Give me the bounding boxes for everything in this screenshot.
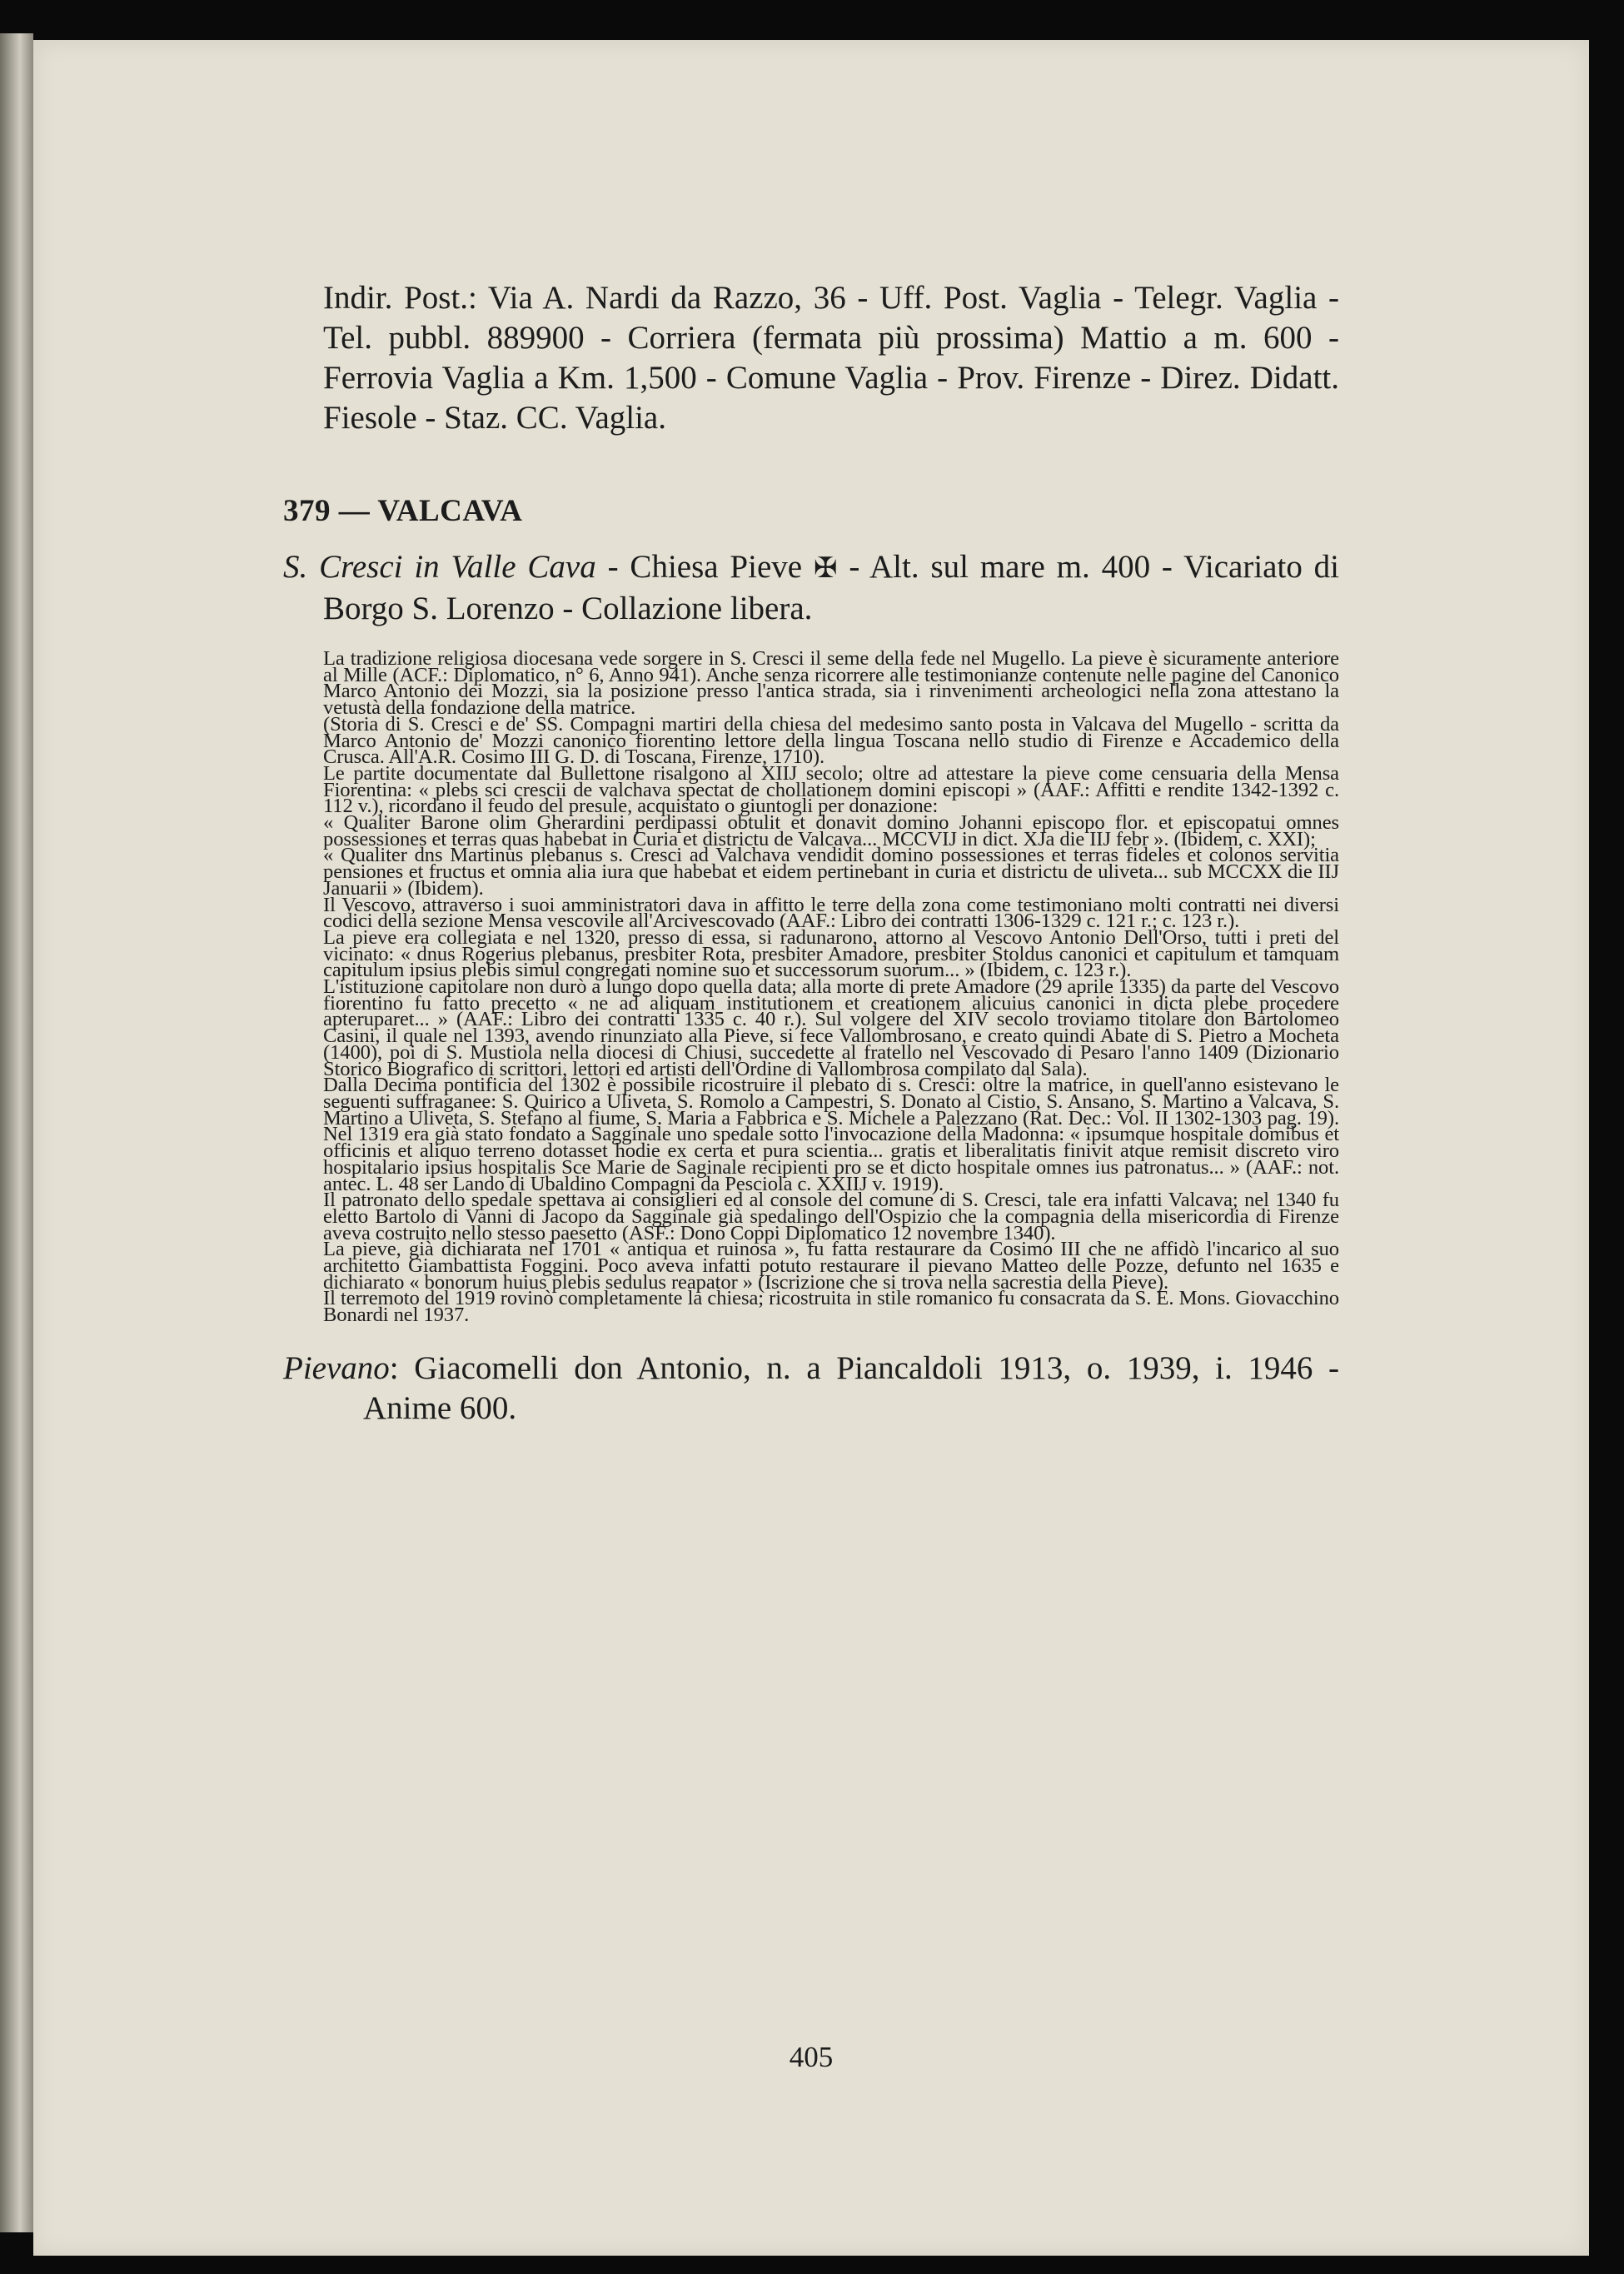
page-content [283, 278, 1340, 2073]
book-page [33, 40, 1589, 2256]
history-paragraph: La pieve era collegiata e nel 1320, presso di essa, si radunarono, attorno al Vescovo Antonio Dell'Orso, tutti i preti del vicinato: « dnus Rogerius plebanus, presbiter Rota, presbiter Amadore, presbiter Stoldus canonici et capitulum et tamquam capitulum ipsius plebis simul congregati nomine suo et successorum suorum... » (Ibidem, c. 123 r.). [323, 925, 1339, 982]
pievano-line [283, 1349, 1339, 1429]
history-paragraph: (Storia di S. Cresci e de' SS. Compagni martiri della chiesa del medesimo santo posta in Valcava del Mugello - scritta da Marco Antonio de' Mozzi canonico fiorentino lettore della lingua Toscana nello studio di Firenze e Accademico della Crusca. All'A.R. Cosimo III G. D. di Toscana, Firenze, 1710). [323, 712, 1339, 769]
page-number: 405 [789, 2041, 834, 2073]
pievano-label: Pievano [283, 1349, 390, 1386]
history-text [323, 647, 1339, 1327]
maltese-cross-icon: ✠ [813, 553, 838, 584]
history-paragraph: « Qualiter dns Martinus plebanus s. Cresci ad Valchava vendidit domino possessiones et terras fideles et colonos servitia pensiones et fructus et omnia alia iura que habebat et eidem pertinebant in curia et districtu de uliveta... sub MCCXX die IIJ Januarii » (Ibidem). [323, 844, 1339, 900]
church-details: - Alt. sul mare m. 400 - Vicariato di Borgo S. Lorenzo - Collazione libera. [323, 549, 1340, 626]
history-paragraph: Le partite documentate dal Bullettone risalgono al XIIJ secolo; oltre ad attestare la pieve come censuaria della Mensa Fiorentina: « plebs sci crescii de valchava spectat de chollationem domini episcopi » (AAF.: Affitti e rendite 1342-1392 c. 112 v.), ricordano il feudo del presule, acquistato o giuntogli per donazione: [323, 761, 1339, 818]
previous-page-edge [0, 33, 33, 2232]
section-title: 379 — VALCAVA [283, 494, 523, 528]
history-paragraph: Dalla Decima pontificia del 1302 è possibile ricostruire il plebato di s. Cresci: oltre la matrice, in quell'anno esistevano le seguenti suffraganee: S. Quirico a Uliveta, S. Romolo a Campestri, S. Donato al Cistio, S. Ansano, S. Martino a Valcava, S. Martino a Uliveta, S. Stefano al fiume, S. Maria a Fabbrica e S. Michele a Palezzano (Rat. Dec.: Vol. II 1302-1303 pag. 19). Nel 1319 era già stato fondato a Sagginale uno spedale sotto l'invocazione della Madonna: « ipsumque hospitale domibus et officinis et aliquo terreno dotasset hodie ex certa et pura scientia... gratis et liberalitatis finivit atque remisit discreto viro hospitalario ipsius hospitalis Sce Marie de Saginale recipienti pro se et dicto hospitale omnes ius patronatus... » (AAF.: not. antec. L. 48 ser Lando di Ubaldino Compagni da Pesciola c. XXIIJ v. 1919). [323, 1074, 1339, 1195]
history-paragraph: « Qualiter Barone olim Gherardini perdipassi obtulit et donavit domino Johanni episcopo flor. et episcopatui omnes possessiones et terras quas habebat in Curia et districtu de Valcava... MCCVIJ in dict. XJa die IIJ febr ». (Ibidem, c. XXI); [323, 811, 1339, 850]
history-paragraph: Il Vescovo, attraverso i suoi amministratori dava in affitto le terre della zona come testimoniano molti contratti nei diversi codici della sezione Mensa vescovile all'Arcivescovado (AAF.: Libro dei contratti 1306-1329 c. 121 r.; c. 123 r.). [323, 893, 1339, 933]
history-paragraph: Il patronato dello spedale spettava ai consiglieri ed al console del comune di S. Cresci, tale era infatti Valcava; nel 1340 fu eletto Bartolo di Vanni di Jacopo da Sagginale già spedalingo dell'Ospizio che la compagnia della misericordia di Firenze aveva costruito nello stesso paesetto (ASF.: Dono Coppi Diplomatico 12 novembre 1340). [323, 1189, 1339, 1244]
church-name: S. Cresci in Valle Cava [283, 549, 596, 585]
pievano-text: : Giacomelli don Antonio, n. a Piancaldoli 1913, o. 1939, i. 1946 - Anime 600. [363, 1349, 1339, 1426]
postal-address-paragraph: Indir. Post.: Via A. Nardi da Razzo, 36 - Uff. Post. Vaglia - Telegr. Vaglia - Tel. pubbl. 889900 - Corriera (fermata più prossima) Mattio a m. 600 - Ferrovia Vaglia a Km. 1,500 - Comune Vaglia - Prov. Firenze - Direz. Didatt. Fiesole - Staz. CC. Vaglia. [323, 280, 1339, 436]
history-paragraph: L'istituzione capitolare non durò a lungo dopo quella data; alla morte di prete Amadore (29 aprile 1335) da parte del Vescovo fiorentino fu fatto precetto « ne ad aliquam institutionem et creationem alicuius canonici in dicta plebe procedere apteruparet... » (AAF.: Libro dei contratti 1335 c. 40 r.). Sul volgere del XIV secolo troviamo titolare don Bartolomeo Casini, il quale nel 1393, avendo rinunziato alla Pieve, si fece Vallombrosano, e creato quindi Abate di S. Pietro a Mocheta (1400), poi di S. Mustiola nella diocesi di Chiusi, succedette al fratello nel Vescovado di Pesaro l'anno 1409 (Dizionario Storico Biografico di scrittori, lettori ed artisti dell'Ordine di Vallombrosa compilato dal Sala). [323, 975, 1339, 1080]
church-info-line [283, 547, 1339, 629]
history-paragraph: Il terremoto del 1919 rovinò completamente la chiesa; ricostruita in stile romanico fu consacrata da S. E. Mons. Giovacchino Bonardi nel 1937. [323, 1287, 1339, 1327]
history-paragraph: La pieve, già dichiarata nel 1701 « antiqua et ruinosa », fu fatta restaurare da Cosimo III che ne affidò l'incarico al suo architetto Giambattista Foggini. Poco aveva infatti potuto restaurare il pievano Matteo delle Pozze, defunto nel 1635 e dichiarato « bonorum huius plebis sedulus reapator » (Iscrizione che si trova nella sacrestia della Pieve). [323, 1238, 1339, 1294]
history-paragraph: La tradizione religiosa diocesana vede sorgere in S. Cresci il seme della fede nel Mugello. La pieve è sicuramente anteriore al Mille (ACF.: Diplomatico, n° 6, Anno 941). Anche senza ricorrere alle testimonianze contenute nelle pagine del Canonico Marco Antonio dei Mozzi, sia la posizione presso l'antica strada, sia i rinvenimenti archeologici nella zona attestano la vetustà della fondazione della matrice. [323, 647, 1339, 720]
church-type: - Chiesa Pieve [595, 549, 814, 585]
